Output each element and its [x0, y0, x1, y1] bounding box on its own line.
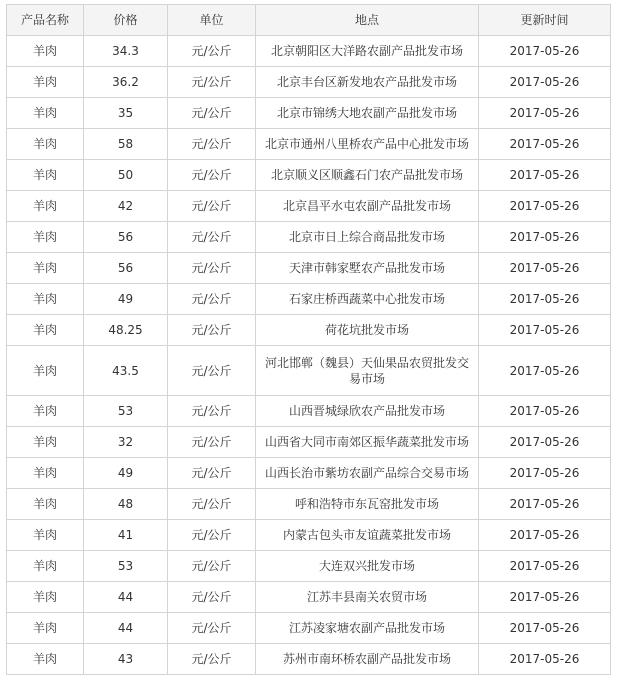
price-table	[6, 4, 611, 675]
cell-unit: 元/公斤	[168, 396, 256, 427]
cell-update-time: 2017-05-26	[479, 346, 611, 396]
table-row	[7, 98, 611, 129]
table-body	[7, 36, 611, 675]
cell-location: 石家庄桥西蔬菜中心批发市场	[256, 284, 479, 315]
cell-product-name: 羊肉	[7, 520, 84, 551]
cell-unit: 元/公斤	[168, 520, 256, 551]
cell-unit: 元/公斤	[168, 458, 256, 489]
table-row	[7, 284, 611, 315]
cell-product-name: 羊肉	[7, 582, 84, 613]
cell-location: 北京市通州八里桥农产品中心批发市场	[256, 129, 479, 160]
cell-location: 北京丰台区新发地农产品批发市场	[256, 67, 479, 98]
cell-unit: 元/公斤	[168, 489, 256, 520]
table-row	[7, 191, 611, 222]
table-header	[7, 5, 611, 36]
cell-product-name: 羊肉	[7, 315, 84, 346]
cell-location: 北京朝阳区大洋路农副产品批发市场	[256, 36, 479, 67]
cell-update-time: 2017-05-26	[479, 489, 611, 520]
table-row	[7, 346, 611, 396]
cell-price: 43.5	[84, 346, 168, 396]
cell-update-time: 2017-05-26	[479, 222, 611, 253]
cell-price: 53	[84, 396, 168, 427]
header-update-time: 更新时间	[479, 5, 611, 36]
cell-price: 49	[84, 458, 168, 489]
cell-location: 大连双兴批发市场	[256, 551, 479, 582]
cell-price: 50	[84, 160, 168, 191]
cell-update-time: 2017-05-26	[479, 396, 611, 427]
cell-product-name: 羊肉	[7, 98, 84, 129]
cell-product-name: 羊肉	[7, 284, 84, 315]
cell-price: 53	[84, 551, 168, 582]
cell-update-time: 2017-05-26	[479, 582, 611, 613]
cell-price: 49	[84, 284, 168, 315]
cell-location: 呼和浩特市东瓦窑批发市场	[256, 489, 479, 520]
cell-update-time: 2017-05-26	[479, 129, 611, 160]
cell-product-name: 羊肉	[7, 551, 84, 582]
cell-price: 48.25	[84, 315, 168, 346]
cell-unit: 元/公斤	[168, 222, 256, 253]
cell-update-time: 2017-05-26	[479, 98, 611, 129]
cell-unit: 元/公斤	[168, 98, 256, 129]
cell-update-time: 2017-05-26	[479, 315, 611, 346]
cell-price: 34.3	[84, 36, 168, 67]
cell-unit: 元/公斤	[168, 191, 256, 222]
cell-location: 荷花坑批发市场	[256, 315, 479, 346]
price-table-container	[6, 4, 610, 675]
cell-update-time: 2017-05-26	[479, 253, 611, 284]
cell-update-time: 2017-05-26	[479, 67, 611, 98]
cell-location: 北京市锦绣大地农副产品批发市场	[256, 98, 479, 129]
cell-unit: 元/公斤	[168, 582, 256, 613]
cell-update-time: 2017-05-26	[479, 36, 611, 67]
cell-price: 56	[84, 222, 168, 253]
cell-product-name: 羊肉	[7, 427, 84, 458]
cell-price: 44	[84, 582, 168, 613]
header-row	[7, 5, 611, 36]
cell-product-name: 羊肉	[7, 253, 84, 284]
table-row	[7, 458, 611, 489]
cell-price: 56	[84, 253, 168, 284]
cell-unit: 元/公斤	[168, 551, 256, 582]
cell-unit: 元/公斤	[168, 346, 256, 396]
cell-location: 江苏凌家塘农副产品批发市场	[256, 613, 479, 644]
cell-product-name: 羊肉	[7, 67, 84, 98]
table-row	[7, 582, 611, 613]
cell-price: 43	[84, 644, 168, 675]
cell-price: 41	[84, 520, 168, 551]
cell-price: 32	[84, 427, 168, 458]
cell-location: 山西省大同市南郊区振华蔬菜批发市场	[256, 427, 479, 458]
cell-unit: 元/公斤	[168, 284, 256, 315]
cell-location: 内蒙古包头市友谊蔬菜批发市场	[256, 520, 479, 551]
table-row	[7, 427, 611, 458]
cell-unit: 元/公斤	[168, 36, 256, 67]
cell-location: 天津市韩家墅农产品批发市场	[256, 253, 479, 284]
cell-product-name: 羊肉	[7, 36, 84, 67]
header-product-name: 产品名称	[7, 5, 84, 36]
cell-unit: 元/公斤	[168, 315, 256, 346]
table-row	[7, 644, 611, 675]
table-row	[7, 489, 611, 520]
cell-location: 山西晋城绿欣农产品批发市场	[256, 396, 479, 427]
table-row	[7, 253, 611, 284]
table-row	[7, 222, 611, 253]
cell-update-time: 2017-05-26	[479, 160, 611, 191]
cell-location: 山西长治市紫坊农副产品综合交易市场	[256, 458, 479, 489]
cell-price: 42	[84, 191, 168, 222]
cell-product-name: 羊肉	[7, 129, 84, 160]
cell-product-name: 羊肉	[7, 160, 84, 191]
cell-price: 58	[84, 129, 168, 160]
cell-location: 江苏丰县南关农贸市场	[256, 582, 479, 613]
cell-price: 35	[84, 98, 168, 129]
cell-unit: 元/公斤	[168, 253, 256, 284]
cell-update-time: 2017-05-26	[479, 644, 611, 675]
cell-unit: 元/公斤	[168, 613, 256, 644]
cell-unit: 元/公斤	[168, 67, 256, 98]
cell-update-time: 2017-05-26	[479, 551, 611, 582]
header-location: 地点	[256, 5, 479, 36]
cell-location: 河北邯郸（魏县）天仙果品农贸批发交易市场	[256, 346, 479, 396]
cell-unit: 元/公斤	[168, 129, 256, 160]
table-row	[7, 315, 611, 346]
cell-update-time: 2017-05-26	[479, 613, 611, 644]
cell-location: 北京昌平水屯农副产品批发市场	[256, 191, 479, 222]
cell-product-name: 羊肉	[7, 458, 84, 489]
cell-unit: 元/公斤	[168, 427, 256, 458]
cell-update-time: 2017-05-26	[479, 520, 611, 551]
cell-price: 48	[84, 489, 168, 520]
cell-unit: 元/公斤	[168, 644, 256, 675]
table-row	[7, 396, 611, 427]
table-row	[7, 129, 611, 160]
cell-product-name: 羊肉	[7, 644, 84, 675]
cell-product-name: 羊肉	[7, 222, 84, 253]
table-row	[7, 160, 611, 191]
cell-product-name: 羊肉	[7, 346, 84, 396]
cell-update-time: 2017-05-26	[479, 191, 611, 222]
cell-location: 苏州市南环桥农副产品批发市场	[256, 644, 479, 675]
table-row	[7, 613, 611, 644]
cell-product-name: 羊肉	[7, 489, 84, 520]
cell-update-time: 2017-05-26	[479, 284, 611, 315]
cell-update-time: 2017-05-26	[479, 427, 611, 458]
cell-product-name: 羊肉	[7, 613, 84, 644]
table-row	[7, 67, 611, 98]
cell-product-name: 羊肉	[7, 396, 84, 427]
table-row	[7, 551, 611, 582]
cell-price: 36.2	[84, 67, 168, 98]
header-unit: 单位	[168, 5, 256, 36]
cell-price: 44	[84, 613, 168, 644]
table-row	[7, 36, 611, 67]
header-price: 价格	[84, 5, 168, 36]
cell-product-name: 羊肉	[7, 191, 84, 222]
cell-unit: 元/公斤	[168, 160, 256, 191]
cell-location: 北京顺义区顺鑫石门农产品批发市场	[256, 160, 479, 191]
cell-location: 北京市日上综合商品批发市场	[256, 222, 479, 253]
cell-update-time: 2017-05-26	[479, 458, 611, 489]
table-row	[7, 520, 611, 551]
